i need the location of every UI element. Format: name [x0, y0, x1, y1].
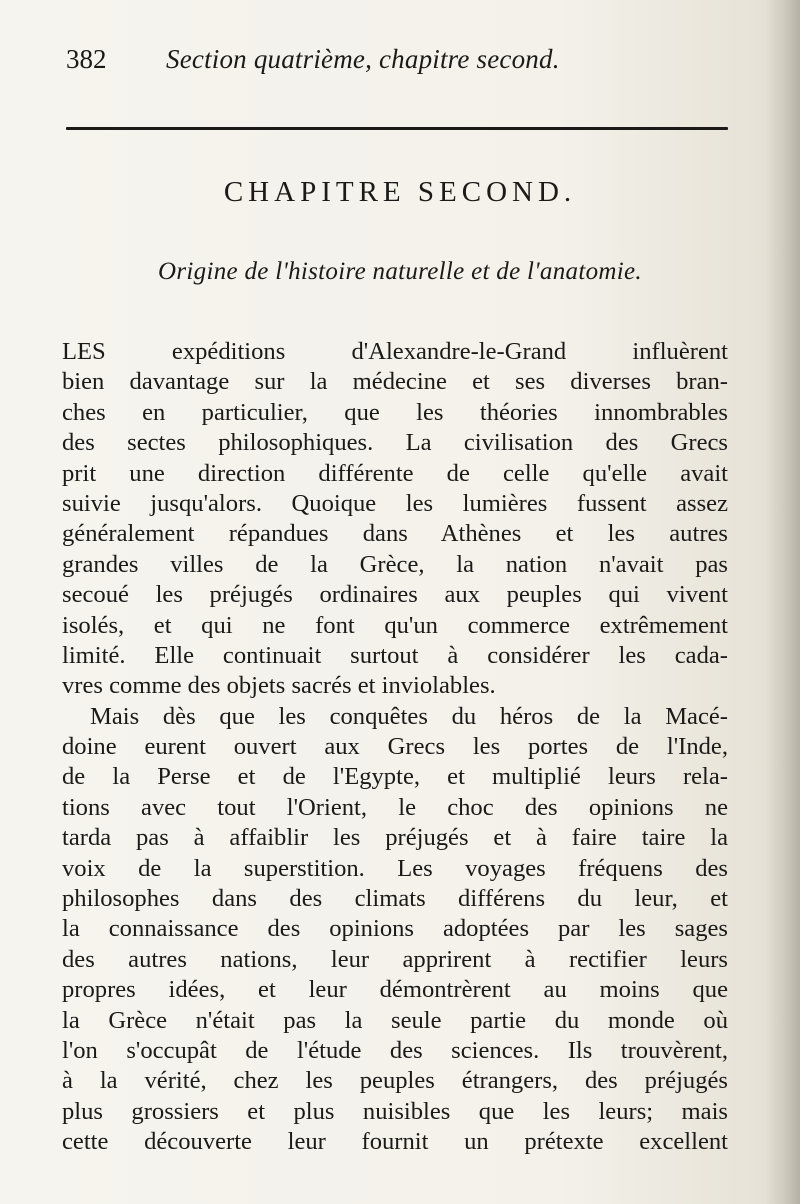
text-line: grandes villes de la Grèce, la nation n'avait pas [62, 550, 728, 578]
text-line: des autres nations, leur apprirent à rectifier leurs [62, 945, 728, 973]
text-line: la connaissance des opinions adoptées par les sages [62, 915, 728, 943]
text-line: de la Perse et de l'Egypte, et multiplié leurs rela- [62, 763, 728, 791]
text-line: à la vérité, chez les peuples étrangers, des préjugés [62, 1067, 728, 1095]
text-line: isolés, et qui ne font qu'un commerce extrêmement [62, 611, 728, 639]
text-line: voix de la superstition. Les voyages fréquens des [62, 854, 728, 882]
text-line: plus grossiers et plus nuisibles que les leurs; mais [62, 1097, 728, 1125]
text-line: l'on s'occupât de l'étude des sciences. Ils trouvèrent, [62, 1036, 728, 1064]
text-line: la Grèce n'était pas la seule partie du monde où [62, 1006, 728, 1034]
text-line: doine eurent ouvert aux Grecs les portes de l'Inde, [62, 733, 728, 761]
text-line: secoué les préjugés ordinaires aux peuples qui vivent [62, 581, 728, 609]
header-rule [66, 127, 728, 130]
text-line: bien davantage sur la médecine et ses diverses bran- [62, 368, 728, 396]
text-line: prit une direction différente de celle qu'elle avait [62, 459, 728, 487]
text-line: propres idées, et leur démontrèrent au moins que [62, 976, 728, 1004]
text-line: vres comme des objets sacrés et inviolables. [62, 672, 496, 700]
text-line: tions avec tout l'Orient, le choc des opinions ne [62, 793, 728, 821]
text-line: des sectes philosophiques. La civilisation des Grecs [62, 429, 728, 457]
page-header [66, 44, 736, 80]
body-text [62, 337, 728, 1158]
text-line: ches en particulier, que les théories innombrables [62, 398, 728, 426]
chapter-title: CHAPITRE SECOND. [223, 176, 577, 208]
text-line: suivie jusqu'alors. Quoique les lumières fussent assez [62, 489, 728, 517]
text-line: Mais dès que les conquêtes du héros de la Macé- [90, 702, 728, 730]
text-line: LES expéditions d'Alexandre-le-Grand influèrent [62, 338, 728, 365]
page-number: 382 [66, 44, 107, 74]
text-line: tarda pas à affaiblir les préjugés et à faire taire la [62, 824, 728, 852]
text-line: cette découverte leur fournit un prétexte excellent [62, 1128, 728, 1156]
running-head: Section quatrième, chapitre second. [166, 44, 560, 74]
text-line: limité. Elle continuait surtout à considérer les cada- [62, 641, 728, 669]
chapter-subtitle: Origine de l'histoire naturelle et de l'anatomie. [158, 258, 642, 285]
text-line: généralement répandues dans Athènes et les autres [62, 520, 728, 548]
text-line: philosophes dans des climats différens du leur, et [62, 885, 728, 913]
